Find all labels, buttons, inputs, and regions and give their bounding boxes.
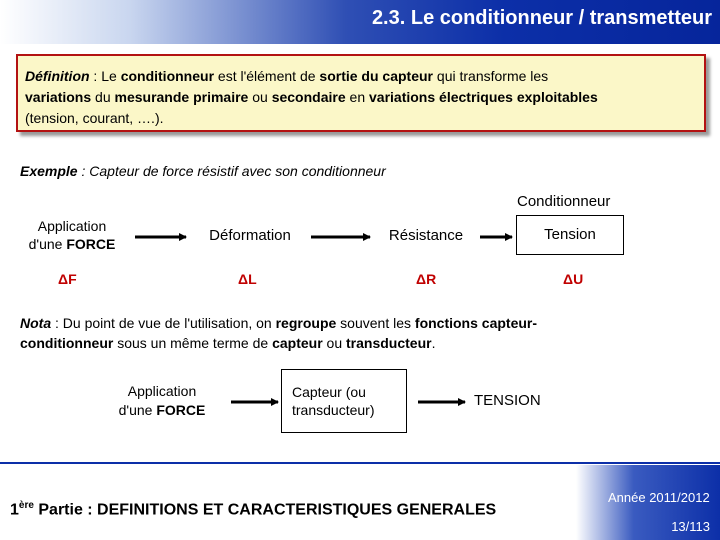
conditionneur-label: Conditionneur [517, 193, 611, 210]
definition-term: variations électriques exploitables [369, 89, 598, 105]
nota-term: capteur [272, 335, 323, 351]
delta-u: ΔU [563, 271, 584, 287]
nota-term: regroupe [275, 315, 337, 331]
nota-paragraph [20, 313, 537, 353]
definition-text: qui transforme les [433, 68, 549, 84]
tension-output: TENSION [474, 392, 541, 409]
definition-label: Définition [25, 68, 90, 84]
definition-text: : Le [89, 68, 121, 84]
footer-part-title [10, 500, 496, 519]
example-text: : Capteur de force résistif avec son conditionneur [77, 163, 386, 179]
nota-text: ou [322, 335, 347, 351]
definition-text: ou [248, 89, 272, 105]
nota-text: souvent les [336, 315, 415, 331]
capteur-line-1: Capteur (ou [292, 384, 366, 400]
force-input-2-line-1: Application [127, 383, 197, 399]
definition-text: du [91, 89, 115, 105]
footer-part-sup: ère [18, 500, 34, 511]
definition-text: en [345, 89, 369, 105]
force-input-2-line-2 [108, 401, 216, 420]
nota-term: fonctions capteur- [414, 315, 538, 331]
footer-part-number: 1 [10, 501, 19, 519]
nota-text: sous un même terme de [113, 335, 273, 351]
delta-l: ΔL [238, 271, 257, 287]
definition-term: mesurande primaire [114, 89, 249, 105]
capteur-line-2: transducteur) [292, 402, 375, 418]
tension-box [516, 215, 624, 255]
nota-line-2 [20, 333, 537, 353]
footer-part-text: Partie : DEFINITIONS ET CARACTERISTIQUES GENERALES [33, 501, 497, 519]
force-input-line-1: Application [37, 218, 107, 234]
example-label: Exemple [20, 163, 78, 179]
force-input-2-bold: FORCE [156, 402, 206, 418]
footer-rule [0, 462, 720, 464]
page-number: 13/113 [671, 519, 710, 534]
definition-text: est l'élément de [214, 68, 320, 84]
capteur-box [281, 369, 407, 433]
nota-term: conditionneur [20, 335, 114, 351]
definition-term: variations [25, 89, 92, 105]
resistance-label: Résistance [388, 227, 464, 244]
nota-term: transducteur [346, 335, 432, 351]
slide-title: 2.3. Le conditionneur / transmetteur [371, 7, 712, 29]
footer-year: Année 2011/2012 [608, 490, 710, 505]
definition-text: (tension, courant, ….). [25, 110, 164, 126]
deformation-box: Déformation [190, 217, 310, 255]
nota-line-1 [20, 313, 537, 333]
delta-r: ΔR [416, 271, 437, 287]
definition-term: conditionneur [120, 68, 215, 84]
nota-label: Nota [20, 315, 52, 331]
resistance-box [372, 217, 480, 255]
nota-text: . [431, 335, 436, 351]
force-input-label-2 [108, 382, 216, 420]
definition-term: sortie du capteur [319, 68, 434, 84]
force-input-prefix: d'une [28, 236, 67, 252]
force-input-2-prefix: d'une [118, 402, 157, 418]
definition-term: secondaire [271, 89, 346, 105]
nota-text: : Du point de vue de l'utilisation, on [51, 315, 276, 331]
force-input-bold: FORCE [66, 236, 116, 252]
delta-f: ΔF [58, 271, 77, 287]
tension-label: Tension [544, 226, 596, 243]
